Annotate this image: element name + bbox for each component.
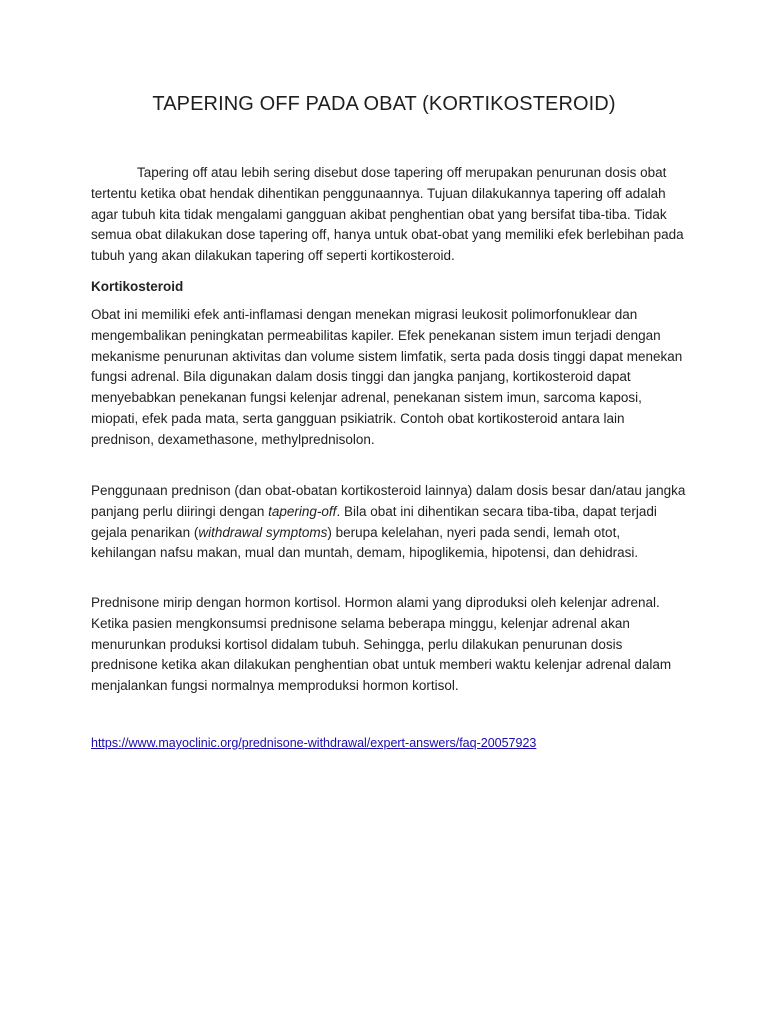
prednisone-cortisol-paragraph: Prednisone mirip dengan hormon kortisol. Hormon alami yang diproduksi oleh kelenjar adrenal. Ketika pasien mengkonsumsi prednisone selama beberapa minggu, kelenjar adrenal akan menurunkan produksi kortisol didalam tubuh. Sehingga, perlu dilakukan penurunan dosis prednisone ketika akan dilakukan penghentian obat untuk memberi waktu kelenjar adrenal dalam menjalankan fungsi normalnya memproduksi hormon kortisol. (91, 595, 672, 694)
section-heading-kortikosteroid: Kortikosteroid (91, 279, 184, 294)
reference-link[interactable]: https://www.mayoclinic.org/prednisone-withdrawal/expert-answers/faq-20057923 (91, 736, 537, 750)
intro-paragraph: Tapering off atau lebih sering disebut dose tapering off merupakan penurunan dosis obat tertentu ketika obat hendak dihentikan penggunaannya. Tujuan dilakukannya tapering off adalah agar tubuh kita tidak mengalami gangguan akibat penghentian obat yang bersifat tiba-tiba. Tidak semua obat dilakukan dose tapering off, hanya untuk obat-obat yang memiliki efek berlebihan pada tubuh yang akan dilakukan tapering off seperti kortikosteroid. (91, 165, 684, 264)
kortikosteroid-paragraph: Obat ini memiliki efek anti-inflamasi dengan menekan migrasi leukosit polimorfonuklear dan mengembalikan peningkatan permeabilitas kapiler. Efek penekanan sistem imun terjadi dengan mekanisme penurunan aktivitas dan volume sistem limfatik, serta pada dosis tinggi dapat menekan fungsi adrenal. Bila digunakan dalam dosis tinggi dan jangka panjang, kortikosteroid dapat menyebabkan penekanan fungsi kelenjar adrenal, penekanan sistem imun, sarcoma kaposi, miopati, efek pada mata, serta gangguan psikiatrik. Contoh obat kortikosteroid antara lain prednison, dexamethasone, methylprednisolon. (91, 307, 683, 447)
emphasis-text: withdrawal symptoms (198, 524, 328, 540)
prednison-withdrawal-paragraph (91, 481, 687, 564)
paragraph-text: Penggunaan prednison (dan obat-obatan kortikosteroid lainnya) dalam dosis besar dan/atau jangka panjang perlu diiringi dengan (91, 483, 686, 519)
document-title: TAPERING OFF PADA OBAT (KORTIKOSTEROID) (152, 93, 616, 115)
emphasis-text: tapering-off (268, 503, 337, 519)
paragraph-text: . Bila obat ini dihentikan secara tiba-tiba, dapat terjadi gejala penarikan ( (91, 503, 657, 540)
paragraph-text: ) berupa kelelahan, nyeri pada sendi, lemah otot, kehilangan nafsu makan, mual dan muntah, demam, hipoglikemia, hipotensi, dan dehidrasi. (91, 524, 639, 561)
